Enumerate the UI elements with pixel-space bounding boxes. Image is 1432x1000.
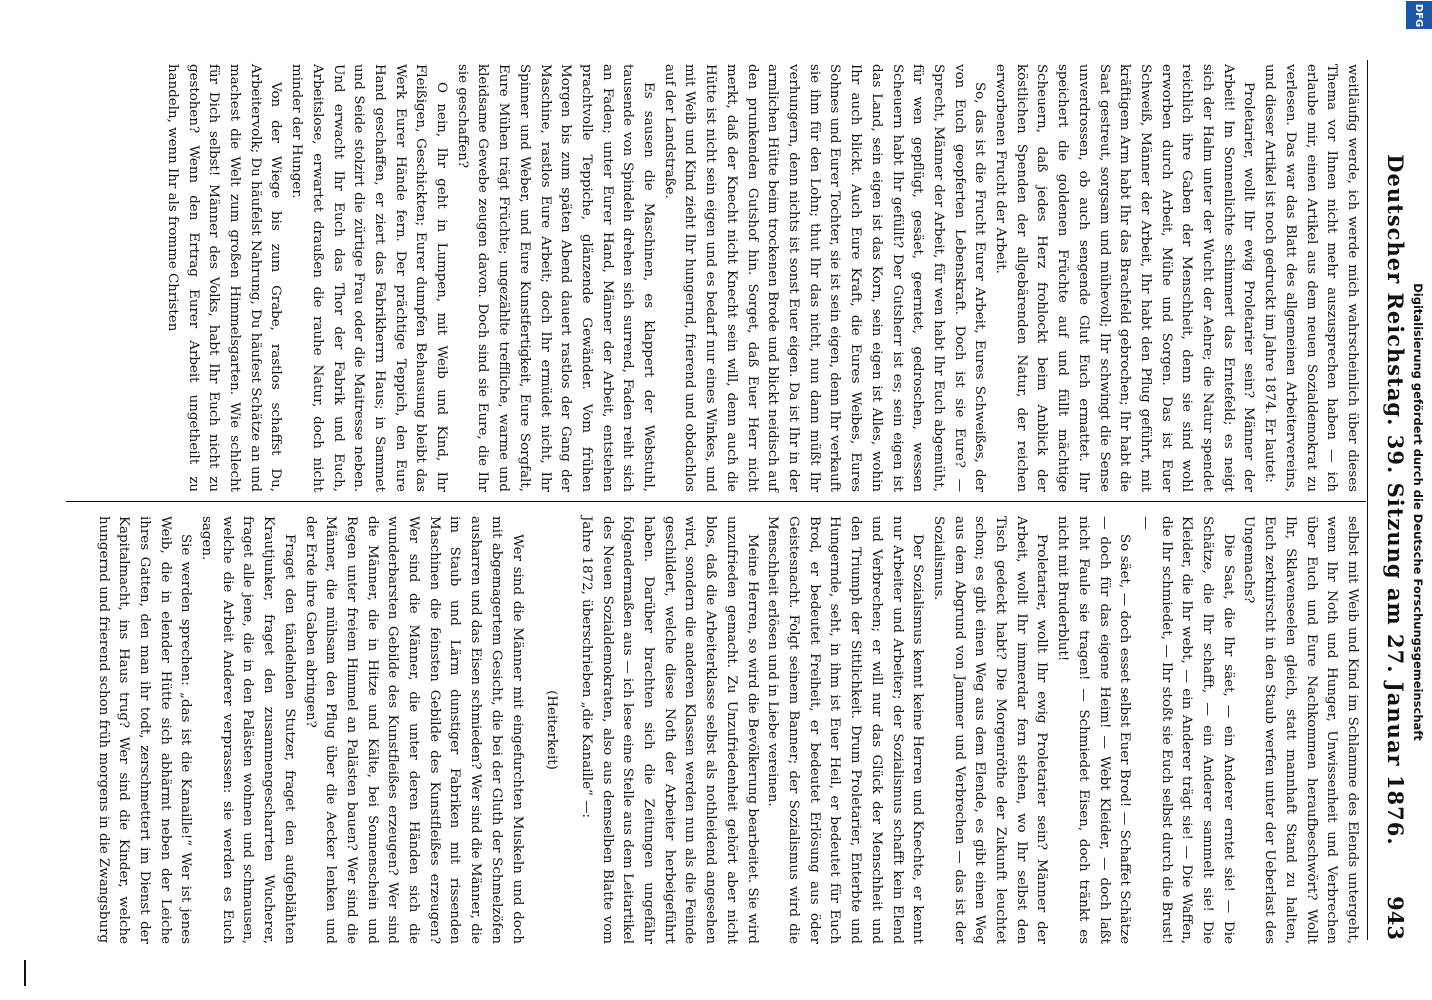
- paragraph: Der Sozialismus kennt keine Herren und Knechte, er kennt nur Arbeiter und Arbeiter; der Sozialismus schafft kein Elend und Verbrechen; er will nur das Glück der Menschheit und den Triumph der Sittlichkeit. Drum Proletarier, Enterbte und Hungernde, seht, in ihm ist Euer Heil, er bedeutet für Euch Brod, er bedeutet Freiheit, er bedeutet Erlösung aus öder Geistesnacht. Folgt seinem Banner; der Sozialismus wird die Menschheit erlösen und in Liebe vereinen.: [765, 516, 926, 944]
- dfg-logo: [1406, 1, 1432, 29]
- paragraph: Die Saat, die Ihr säet, — ein Anderer erntet sie! — Die Schätze, die Ihr schafft, — ein Anderer sammelt sie! Die Kleider, die Ihr webt, — ein Anderer trägt sie! — Die Waffen, die Ihr schmiedet, — Ihr stoßt sie Euch selbst durch die Brust! —: [1137, 516, 1236, 944]
- dfg-logo-text: DFG: [1413, 3, 1425, 27]
- page-title: Deutscher Reichstag. 39. Sitzung am 27. Januar 1876.: [1383, 154, 1408, 846]
- bottom-mark: [24, 960, 26, 986]
- stage-direction: (Heiterkeit): [544, 690, 560, 770]
- paragraph: So, das ist die Frucht Eurer Arbeit, Eures Schweißes, der von Euch geopferten Lebenskraft. Doch ist sie Eure? — Sprecht, Männer der Arbeit, für wen habt Ihr Euch abgemüht, für wen gepflügt, gesäet, geerntet, gedroschen, wessen Scheuern habt Ihr gefüllt? Der Gutsherr ist es; sein eigen ist das Land, sein eigen ist das Korn, sein eigen ist Alles, wohin Ihr auch blickt. Auch Eure Kraft, die Eures Weibes, Eures Sohnes und Eurer Tochter, sie ist sein eigen, denn Ihr verkauft sie ihm für den Lohn; thut Ihr das nicht, nun dann müßt Ihr verhungern, denn nichts ist sonst Euer eigen. Da ist Ihr in der armlichen Hütte beim trockenen Brode und blickt neidisch auf den prunkenden Gutshof hin. Sorget, daß Euer Herr nicht merkt, daß der Knecht nicht Knecht sein will, denn auch die Hütte ist nicht sein eigen und es bedarf nur eines Winkes, und mit Weib und Kind zieht Ihr hungernd, frierend und obdachlos auf der Landstraße.: [661, 64, 988, 492]
- paragraph: So säet, — doch esset selbst Euer Brod! — Schaffet Schätze — doch für das eigene Heim! — Webt Kleider, — doch laßt nicht Faule sie tragen! — Schmiedet Eisen, doch tränkt es nicht mit Bruderblut!: [1055, 516, 1133, 944]
- right-column: [92, 516, 1362, 944]
- page-number: 943: [1383, 896, 1408, 940]
- paragraph: Proletarier, wollt Ihr ewig Proletarier sein? Männer der Arbeit, wollt Ihr immerdar fern stehen, wo Ihr selbst den Tisch gedeckt habt? Die Morgenröthe der Zukunft leuchtet schon; es gibt einen Weg aus dem Elende, es gibt einen Weg aus dem Abgrund von Jammer und Verbrechen — das ist der Sozialismus.: [930, 516, 1050, 944]
- page-header: [1372, 60, 1408, 940]
- paragraph: Proletarier, wollt Ihr ewig Proletarier sein? Männer der Arbeit! Im Sonnenlichte schimmert das Erntefeld; es neigt sich der Halm unter der Wucht der Aehre; die Natur spendet reichlich ihre Gaben der Menschheit, denn sie sind wohl erworben durch Arbeit, Mühe und Sorgen. Das ist Euer Schweiß, Männer der Arbeit, Ihr habt den Pflug geführt, mit kräftigem Arm habt Ihr das Brachfeld gebrochen; Ihr habt die Saat gestreut, sorgsam und mühevoll; Ihr schwingt die Sense unverdrossen, ob auch sengende Glut Euch ermattet. Ihr speichert die goldenen Früchte auf und füllt mächtige Scheuern, daß jedes Herz frohlockt beim Anblick der köstlichen Spenden der allgebärenden Natur, der reichen erworbenen Frucht der Arbeit.: [993, 64, 1257, 492]
- paragraph: selbst mit Weib und Kind im Schlamme des Elends untergeht, wenn Ihr Noth und Hunger, Unwissenheit und Verbrechen über Euch und Eure Nachkommen heraufbeschwört? Wollt Ihr, Sklavenseelen gleich, statt mannhaft Stand zu halten, Euch zerknirscht in den Staub werfen unter der Ueberlast des Ungemachs?: [1241, 516, 1360, 944]
- column-divider: [66, 501, 1366, 502]
- paragraph: Fraget den tändelnden Stutzer, fraget den aufgeblähten Krautjunker, fraget den zusammengescharrten Wucherer, fraget alle jene, die in den Palästen wohnen und schmausen, welche die Arbeit Anderer verprassen: sie werden es Euch sagen.: [199, 516, 297, 944]
- header-rule: [1367, 60, 1368, 940]
- paragraph: Von der Wiege bis zum Grabe, rastlos schaffst Du, Arbeitervolk; Du häufelst Nahrung, Du häufest Schätze an und machest die Welt zum großen Himmelsgarten. Wie schlecht für Dich selbst! Männer des Volks, habt Ihr Euch nicht zu gestohen? Wenn den Ertrag Eurer Arbeit ungetheilt zu handeln, wenn Ihr als fromme Christen: [164, 64, 284, 492]
- paragraph: Sie werden sprechen: „das ist die Kanaille!“ Wer ist jenes Weib, die in elender Hütte sich abhärmt neben der Leiche ihres Gatten, den man ihr todt, zerschmettert im Dienst der Kapitalmacht, ins Haus trug? Wer sind die Kinder, welche hungernd und frierend schon früh morgens in die Zwangsburg: [95, 516, 194, 944]
- digitization-note-text: Digitalisierung gefördert durch die Deutsche Forschungsgemeinschaft: [1411, 283, 1425, 741]
- paragraph: Wer sind die Männer mit eingefurchten Muskeln und doch mit abgemagertem Gesicht, die bei der Gluth der Schmelzöfen ausharren und das Eisen schmieden? Wer sind die Männer, die im Staub und Lärm dunstiger Fabriken mit rissenden Maschinen die feinsten Gebilde des Kunstfleißes erzeugen? Wer sind die Männer, die unter deren Händen sich die wunderbarsten Gebilde des Kunstfleißes erzeugen? Wer sind die Männer, die in Hitze und Kälte, bei Sonnenschein und Regen unter freiem Himmel an Palästen bauen? Wer sind die Männer, die mühsam den Pflug über die Aecker lenken und der Erde ihre Gaben abringen?: [302, 516, 525, 944]
- paragraph: weitläufig werde, ich werde mich wahrscheinlich über dieses Thema vor Ihnen nicht mehr auszusprechen haben — ich erlaube mir, einen Artikel aus dem neuen Sozialdemokrat zu verlesen. Das war das Blatt des allgemeinen Arbeitervereins, und dieser Artikel ist noch gedruckt im Jahre 1874. Er lautet:: [1262, 64, 1360, 492]
- left-column: [161, 64, 1362, 492]
- paragraph: O nein, Ihr geht in Lumpen, mit Weib und Kind, Ihr Fleißigen, Geschickten; Eurer dumpfen Behausung bleibt das Werk Eurer Hände fern. Der prächtige Teppich, den Eure Hand geschaffen, er ziert das Fabrikherrn Haus; in Sammet und Seide stolzirt die zürtige Frau oder die Maitresse neben. Und erwacht Ihr Euch das Thor der Fabrik und Euch, Arbeitslose, erwartet draußen die rauhe Natur, doch nicht minder der Hunger.: [289, 64, 450, 492]
- digitization-note: [1411, 283, 1425, 741]
- paragraph: Meine Herren, so wird die Bevölkerung bearbeitet. Sie wird unzufrieden gemacht. Zu Unzufriedenheit gehört aber nicht blos, daß die Arbeiterklasse selbst als nothleidend angesehen wird, sondern die anderen Klassen werden nun als die Feinde geschildert, welche diese Noth der Arbeiter herbeigeführt haben. Darüber brachten sich die Zeitungen ungefähr folgendermaßen aus — ich lese eine Stelle aus dem Leitartikel des Neuen Sozialdemokraten, also aus demselben Blatte vom Jahre 1872, überschrieben „die Kanaille“ —:: [578, 516, 760, 944]
- paragraph: Es sausen die Maschinen, es klappert der Webstuhl, tausende von Spindeln drehen sich surrend, Faden reiht sich an Faden; unter Eurer Hand, Männer der Arbeit, entstehen prachtvolle Teppiche, glänzende Gewänder. Vom frühen Morgen bis zum späten Abend dauert rastlos der Gang der Maschine, rastlos Eure Arbeit; doch Ihr ermüdet nicht, Ihr Spinner und Weber, und Eure Kunstfertigkeit, Eure Sorgfalt, Eure Mühen trägt Früchte; ungezählte treffliche, warme und kleidsame Gewebe zeugen davon. Doch sind sie Eure, die Ihr sie geschaffen?: [454, 64, 657, 492]
